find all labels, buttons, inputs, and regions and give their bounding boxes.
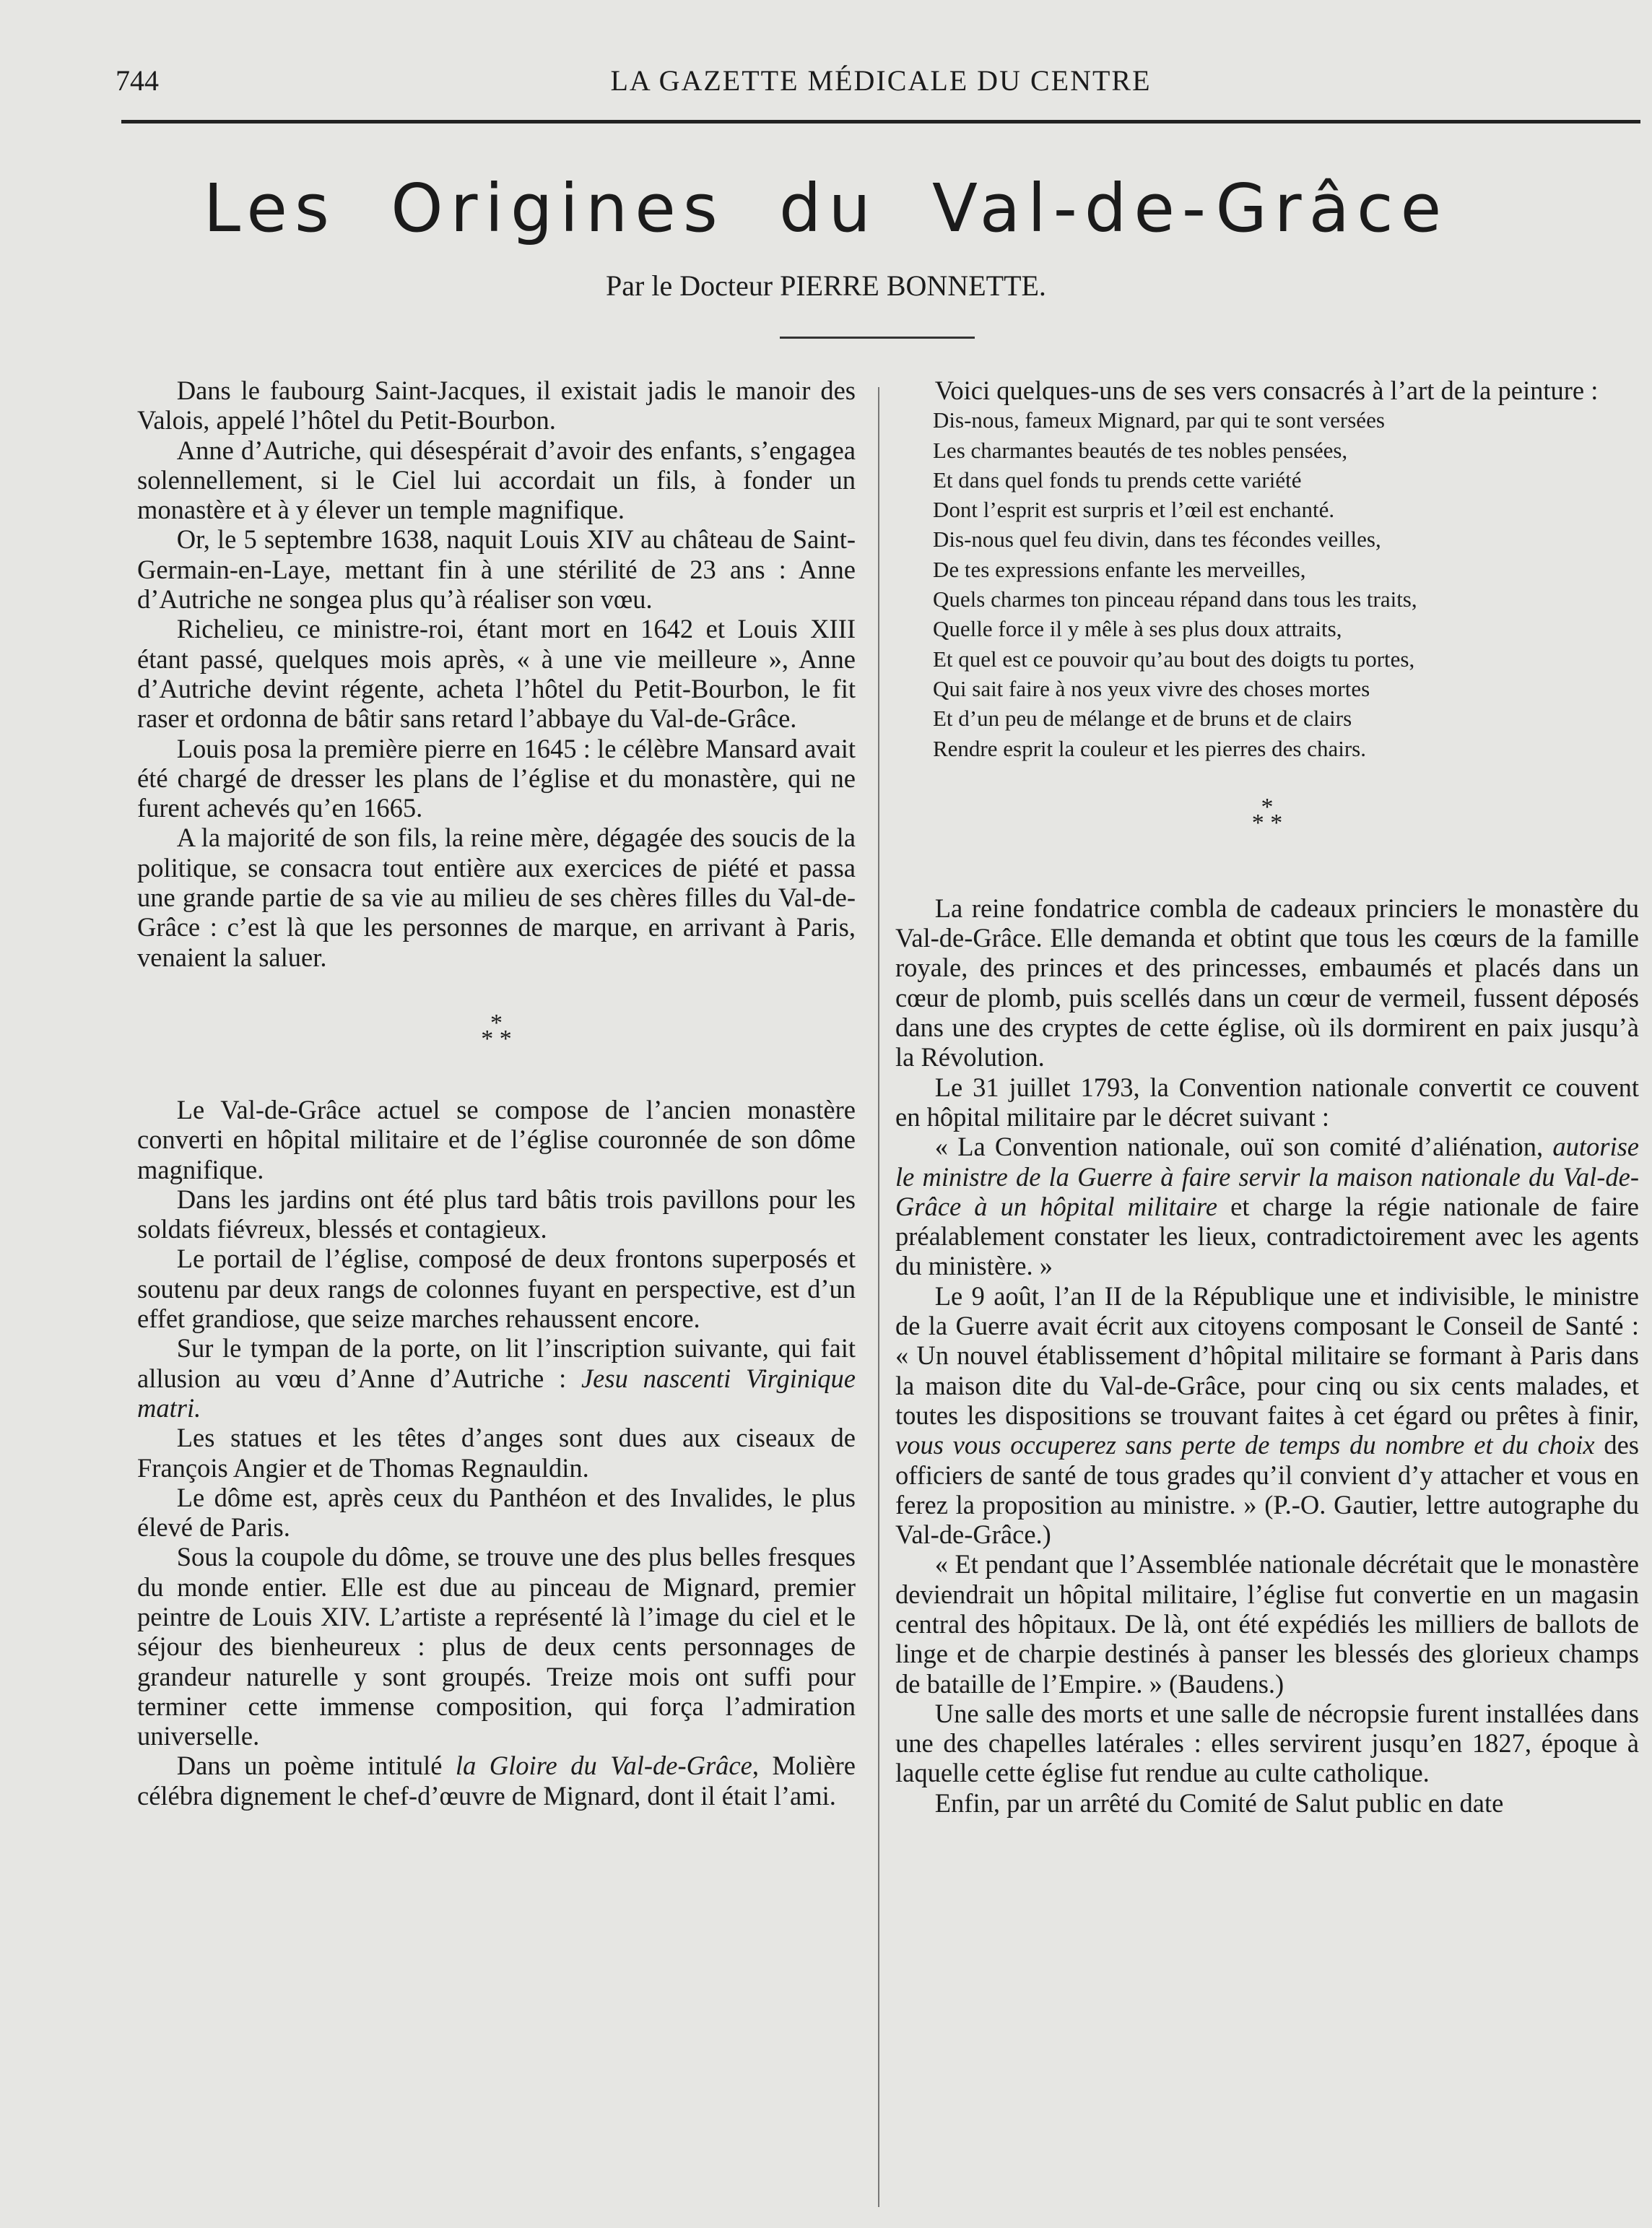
asterism: * * *: [481, 1009, 512, 1052]
byline: Par le Docteur PIERRE BONNETTE.: [606, 269, 1046, 302]
paragraph: Le 31 juillet 1793, la Convention nationale convertit ce couvent en hôpital militaire par le décret suivant :: [895, 1072, 1639, 1132]
paragraph: [895, 1281, 1639, 1550]
title-rule: [780, 337, 975, 339]
paragraph: Or, le 5 septembre 1638, naquit Louis XIV au château de Saint-Germain-en-Laye, mettant fin à une stérilité de 23 ans : Anne d’Autriche ne songea plus qu’à réaliser son vœu.: [137, 524, 856, 615]
paragraph: Dans le faubourg Saint-Jacques, il existait jadis le manoir des Valois, appelé l’hôtel du Petit-Bourbon.: [137, 376, 856, 435]
poem-line: Quelle force il y mêle à ses plus doux attraits,: [933, 616, 1342, 642]
running-head: [116, 64, 1646, 107]
decree-text: autorise le ministre de la Guerre à faire servir la maison nationale du Val-de-Grâce à un hôpital militaire: [895, 1132, 1639, 1221]
paragraph: Voici quelques-uns de ses vers consacrés à l’art de la peinture :: [934, 376, 1599, 405]
text-run: des officiers de santé de tous grades qu’il convient d’y attacher et vous en ferez la proposition au ministre. » (P.-O. Gautier, lettre autographe du Val-de-Grâce.): [895, 1430, 1640, 1550]
poem-line: Rendre esprit la couleur et les pierres des chairs.: [933, 735, 1366, 761]
article-title: Les Origines du Val-de-Grâce: [203, 170, 1449, 247]
text-run: Le 9 août, l’an II de la République une et indivisible, le ministre de la Guerre avait écrit aux citoyens composant le Conseil de Santé : « Un nouvel établissement d’hôpital militaire se formant à Paris dans la maison dite du Val-de-Grâce, pour cinq ou six cents malades, et toutes les dispositions se trouvant faites à cet égard ou prêtes à finir,: [895, 1280, 1639, 1430]
paragraph: [137, 1751, 856, 1811]
poem-line: Dis-nous quel feu divin, dans tes fécondes veilles,: [933, 526, 1381, 552]
paragraph: Enfin, par un arrêté du Comité de Salut public en date: [934, 1787, 1504, 1818]
poem-line: Dont l’esprit est surpris et l’œil est enchanté.: [933, 497, 1335, 523]
paragraph: Le Val-de-Grâce actuel se compose de l’ancien monastère converti en hôpital militaire et de l’église couronnée de son dôme magnifique.: [137, 1094, 856, 1184]
paragraph: Anne d’Autriche, qui désespérait d’avoir des enfants, s’engagea solennellement, si le Ciel lui accordait un fils, à fonder un monastère et à y élever un temple magnifique.: [137, 435, 856, 525]
left-column: [137, 376, 856, 1811]
column-divider: [878, 387, 879, 2207]
text-run: « La Convention nationale, ouï son comité d’aliénation,: [934, 1132, 1553, 1162]
paragraph: Une salle des morts et une salle de nécropsie furent installées dans une des chapelles latérales : elles servirent jusqu’en 1827, époque à laquelle cette église fut rendue au culte catholique.: [895, 1698, 1639, 1788]
paragraph: Le portail de l’église, composé de deux frontons superposés et soutenu par deux rangs de colonnes fuyant en perspective, est d’un effet grandiose, que seize marches rehaussent encore.: [137, 1244, 856, 1334]
poem-line: Et quel est ce pouvoir qu’au bout des doigts tu portes,: [933, 646, 1415, 672]
poem-line: Les charmantes beautés de tes nobles pensées,: [933, 437, 1348, 463]
poem-line: Et dans quel fonds tu prends cette variété: [933, 467, 1302, 493]
emphasis: vous vous occuperez sans perte de temps du nombre et du choix: [895, 1430, 1595, 1460]
paragraph: La reine fondatrice combla de cadeaux princiers le monastère du Val-de-Grâce. Elle demanda et obtint que tous les cœurs de la famille royale, des princes et des princesses, embaumés et placés dans un cœur de plomb, puis scellés dans un cœur de vermeil, fussent déposés dans une des cryptes de cette église, où ils dormirent en paix jusqu’à la Révolution.: [895, 893, 1639, 1072]
poem-line: Et d’un peu de mélange et de bruns et de clairs: [933, 706, 1352, 732]
text-run: Sur le tympan de la porte, on lit l’inscription suivante, qui fait allusion au vœu d’Anne d’Autriche :: [137, 1333, 856, 1393]
poem-line: De tes expressions enfante les merveilles,: [933, 556, 1306, 582]
inscription: Jesu nascenti Virginique matri.: [137, 1363, 856, 1423]
poem-title: la Gloire du Val-de-Grâce: [455, 1751, 752, 1781]
section-separator: [137, 972, 856, 1095]
paragraph: Le dôme est, après ceux du Panthéon et des Invalides, le plus élevé de Paris.: [137, 1482, 856, 1543]
poem: [933, 405, 1639, 763]
section-separator: [895, 763, 1639, 893]
header-rule: [121, 120, 1640, 123]
journal-title: LA GAZETTE MÉDICALE DU CENTRE: [610, 64, 1152, 97]
asterism: * * *: [1251, 793, 1283, 836]
paragraph: Dans les jardins ont été plus tard bâtis trois pavillons pour les soldats fiévreux, blessés et contagieux.: [137, 1184, 856, 1244]
paragraph: « Et pendant que l’Assemblée nationale décrétait que le monastère deviendrait un hôpital militaire, l’église fut convertie en un magasin central des hôpitaux. De là, ont été expédiés les milliers de ballots de linge et de charpie destinés à panser les blessés des glorieux champs de bataille de l’Empire. » (Baudens.): [895, 1549, 1639, 1699]
poem-line: Qui sait faire à nos yeux vivre des choses mortes: [933, 675, 1370, 701]
poem-line: Dis-nous, fameux Mignard, par qui te sont versées: [933, 407, 1385, 433]
paragraph: Les statues et les têtes d’anges sont dues aux ciseaux de François Angier et de Thomas Regnauldin.: [137, 1423, 856, 1483]
paragraph: [895, 1132, 1639, 1280]
poem-line: Quels charmes ton pinceau répand dans tous les traits,: [933, 586, 1417, 612]
right-column: [895, 376, 1639, 1818]
text-run: et charge la régie nationale de faire préalablement constater les lieux, contradictoirement avec les agents du ministère. »: [895, 1191, 1639, 1281]
paragraph: A la majorité de son fils, la reine mère, dégagée des soucis de la politique, se consacra tout entière aux exercices de piété et passa une grande partie de sa vie au milieu de ses chères filles du Val-de-Grâce : c’est là que les personnes de marque, en arrivant à Paris, venaient la saluer.: [137, 823, 856, 972]
paragraph: [137, 1333, 856, 1423]
text-run: Dans un poème intitulé: [176, 1751, 456, 1781]
paragraph: Louis posa la première pierre en 1645 : le célèbre Mansard avait été chargé de dresser les plans de l’église et du monastère, qui ne furent achevés qu’en 1665.: [137, 733, 856, 823]
page-number: 744: [116, 64, 159, 97]
text-run: , Molière célébra dignement le chef-d’œuvre de Mignard, dont il était l’ami.: [137, 1751, 856, 1811]
paragraph: Sous la coupole du dôme, se trouve une des plus belles fresques du monde entier. Elle est due au pinceau de Mignard, premier peintre de Louis XIV. L’artiste a représenté là l’image du ciel et le séjour des bienheureux : plus de deux cents personnages de grandeur naturelle y sont groupés. Treize mois ont suffi pour terminer cette immense composition, qui força l’admiration universelle.: [137, 1542, 856, 1751]
paragraph: Richelieu, ce ministre-roi, étant mort en 1642 et Louis XIII étant passé, quelques mois après, « à une vie meilleure », Anne d’Autriche devint régente, acheta l’hôtel du Petit-Bourbon, le fit raser et ordonna de bâtir sans retard l’abbaye du Val-de-Grâce.: [137, 614, 856, 734]
